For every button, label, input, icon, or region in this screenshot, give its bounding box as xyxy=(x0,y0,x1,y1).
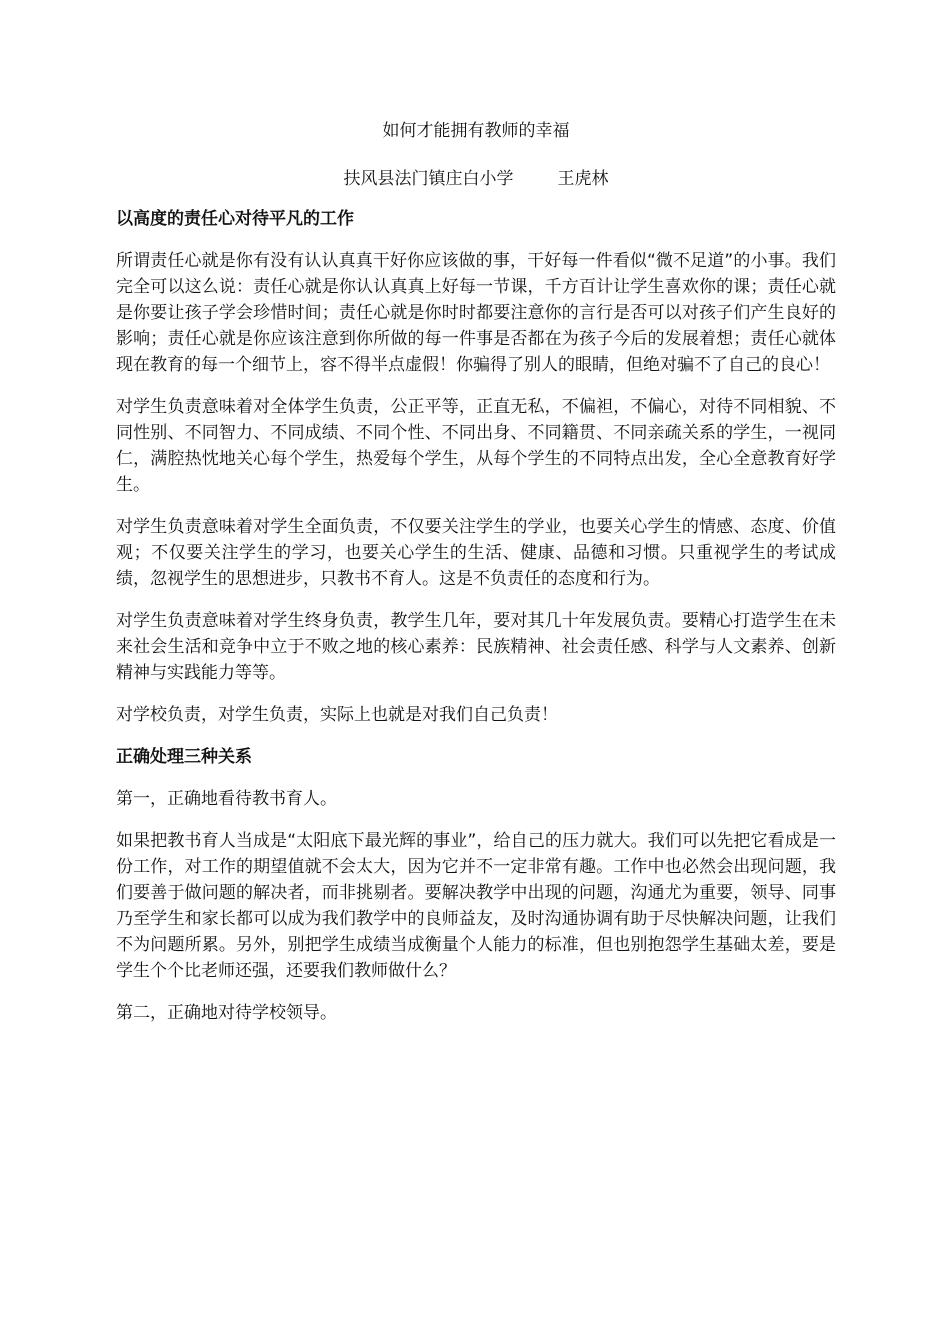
paragraph: 第二，正确地对待学校领导。 xyxy=(116,1003,337,1023)
paragraph: 对学校负责，对学生负责，实际上也就是对我们自己负责！ xyxy=(116,705,558,725)
school-name: 扶风县法门镇庄白小学 xyxy=(343,169,514,189)
paragraph: 第一，正确地看待教书育人。 xyxy=(116,789,337,809)
section-heading-responsibility: 以高度的责任心对待平凡的工作 xyxy=(116,209,354,229)
document-body xyxy=(116,118,836,1042)
section-heading-three-relations: 正确处理三种关系 xyxy=(116,747,252,767)
paragraph: 所谓责任心就是你有没有认认真真干好你应该做的事，干好每一件看似“微不足道”的小事。我们完全可以这么说：责任心就是你认认真真上好每一节课，千方百计让学生喜欢你的课；责任心就是你要让孩子学会珍惜时间；责任心就是你时时都要注意你的言行是否可以对孩子们产生良好的影响；责任心就是你应该注意到你所做的每一件事是否都在为孩子今后的发展着想；责任心就体现在教育的每一个细节上，容不得半点虚假！你骗得了别人的眼睛，但绝对骗不了自己的良心！ xyxy=(116,251,836,375)
author-name: 王虎林 xyxy=(557,169,609,189)
paragraph: 对学生负责意味着对全体学生负责，公正平等，正直无私，不偏袒，不偏心，对待不同相貌、不同性别、不同智力、不同成绩、不同个性、不同出身、不同籍贯、不同亲疏关系的学生，一视同仁，满腔热忱地关心每个学生，热爱每个学生，从每个学生的不同特点出发，全心全意教育好学生。 xyxy=(116,397,836,495)
paragraph: 对学生负责意味着对学生终身负责，教学生几年，要对其几十年发展负责。要精心打造学生在未来社会生活和竞争中立于不败之地的核心素养：民族精神、社会责任感、科学与人文素养、创新精神与实践能力等等。 xyxy=(116,611,836,683)
document-title: 如何才能拥有教师的幸福 xyxy=(382,121,570,141)
byline xyxy=(116,166,836,192)
paragraph: 对学生负责意味着对学生全面负责，不仅要关注学生的学业，也要关心学生的情感、态度、价值观；不仅要关注学生的学习，也要关心学生的生活、健康、品德和习惯。只重视学生的考试成绩，忽视学生的思想进步，只教书不育人。这是不负责任的态度和行为。 xyxy=(116,517,836,589)
paragraph: 如果把教书育人当成是“太阳底下最光辉的事业”，给自己的压力就大。我们可以先把它看成是一份工作，对工作的期望值就不会太大，因为它并不一定非常有趣。工作中也必然会出现问题，我们要善于做问题的解决者，而非挑剔者。要解决教学中出现的问题，沟通尤为重要，领导、同事乃至学生和家长都可以成为我们教学中的良师益友，及时沟通协调有助于尽快解决问题，让我们不为问题所累。另外，别把学生成绩当成衡量个人能力的标准，但也别抱怨学生基础太差，要是学生个个比老师还强，还要我们教师做什么？ xyxy=(116,831,836,981)
